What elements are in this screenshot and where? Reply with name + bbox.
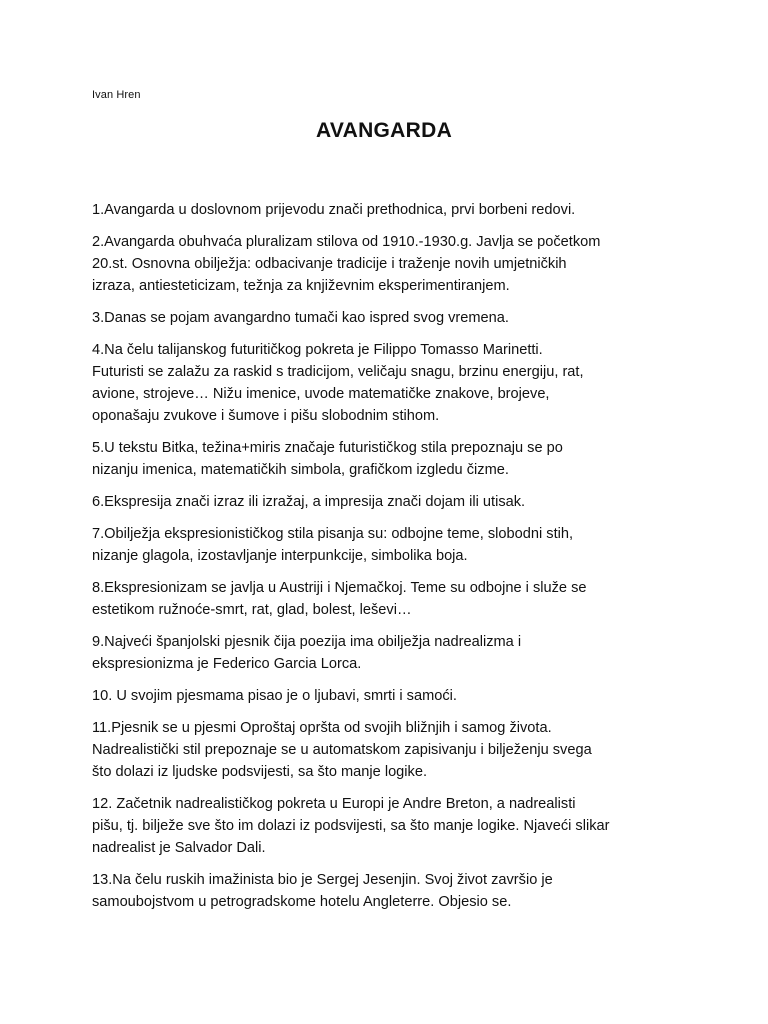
document-title: AVANGARDA — [315, 119, 453, 142]
paragraph-item: 1.Avangarda u doslovnom prijevodu znači prethodnica, prvi borbeni redovi. — [92, 202, 576, 218]
paragraph-item: 5.U tekstu Bitka, težina+miris značaje futurističkog stila prepoznaju se po nizanju imenica, matematičkih simbola, grafičkom izgledu čizme. — [92, 440, 563, 478]
paragraph-item: 13.Na čelu ruskih imažinista bio je Sergej Jesenjin. Svoj život završio je samoubojstvom u petrogradskome hotelu Angleterre. Objesio se. — [92, 872, 553, 910]
paragraph-item: 9.Najveći španjolski pjesnik čija poezija ima obilježja nadrealizma i ekspresionizma je Federico Garcia Lorca. — [92, 634, 522, 672]
paragraph-item: 2.Avangarda obuhvaća pluralizam stilova od 1910.-1930.g. Javlja se početkom 20.st. Osnovna obilježja: odbacivanje tradicije i traženje novih umjetničkih izraza, antiesteticizam, težnja za književnim eksperimentiranjem. — [92, 234, 601, 294]
paragraph-item: 7.Obilježja ekspresionističkog stila pisanja su: odbojne teme, slobodni stih, nizanje glagola, izostavljanje interpunkcije, simbolika boja. — [92, 526, 574, 564]
author-name: Ivan Hren — [92, 89, 141, 101]
paragraph-list — [92, 199, 692, 923]
paragraph-item: 6.Ekspresija znači izraz ili izražaj, a impresija znači dojam ili utisak. — [92, 494, 526, 510]
paragraph-item: 10. U svojim pjesmama pisao je o ljubavi, smrti i samoći. — [92, 688, 457, 704]
paragraph-item: 8.Ekspresionizam se javlja u Austriji i Njemačkoj. Teme su odbojne i služe se estetikom ružnoće-smrt, rat, glad, bolest, leševi… — [92, 580, 587, 618]
paragraph-item: 11.Pjesnik se u pjesmi Oproštaj opršta od svojih bližnjih i samog života. Nadrealistički stil prepoznaje se u automatskom zapisivanju i bilježenju svega što dolazi iz ljudske podsvijesti, sa što manje logike. — [92, 720, 592, 780]
paragraph-item: 3.Danas se pojam avangardno tumači kao ispred svog vremena. — [92, 310, 509, 326]
paragraph-item: 12. Začetnik nadrealističkog pokreta u Europi je Andre Breton, a nadrealisti pišu, tj. bilježe sve što im dolazi iz podsvijesti, sa što manje logike. Njaveći slikar nadrealist je Salvador Dali. — [92, 796, 610, 856]
paragraph-item: 4.Na čelu talijanskog futuritičkog pokreta je Filippo Tomasso Marinetti. Futuristi se zalažu za raskid s tradicijom, veličaju snagu, brzinu energiju, rat, avione, strojeve… Nižu imenice, uvode matematičke znakove, brojeve, oponašaju zvukove i šumove i pišu slobodnim stihom. — [92, 342, 584, 424]
